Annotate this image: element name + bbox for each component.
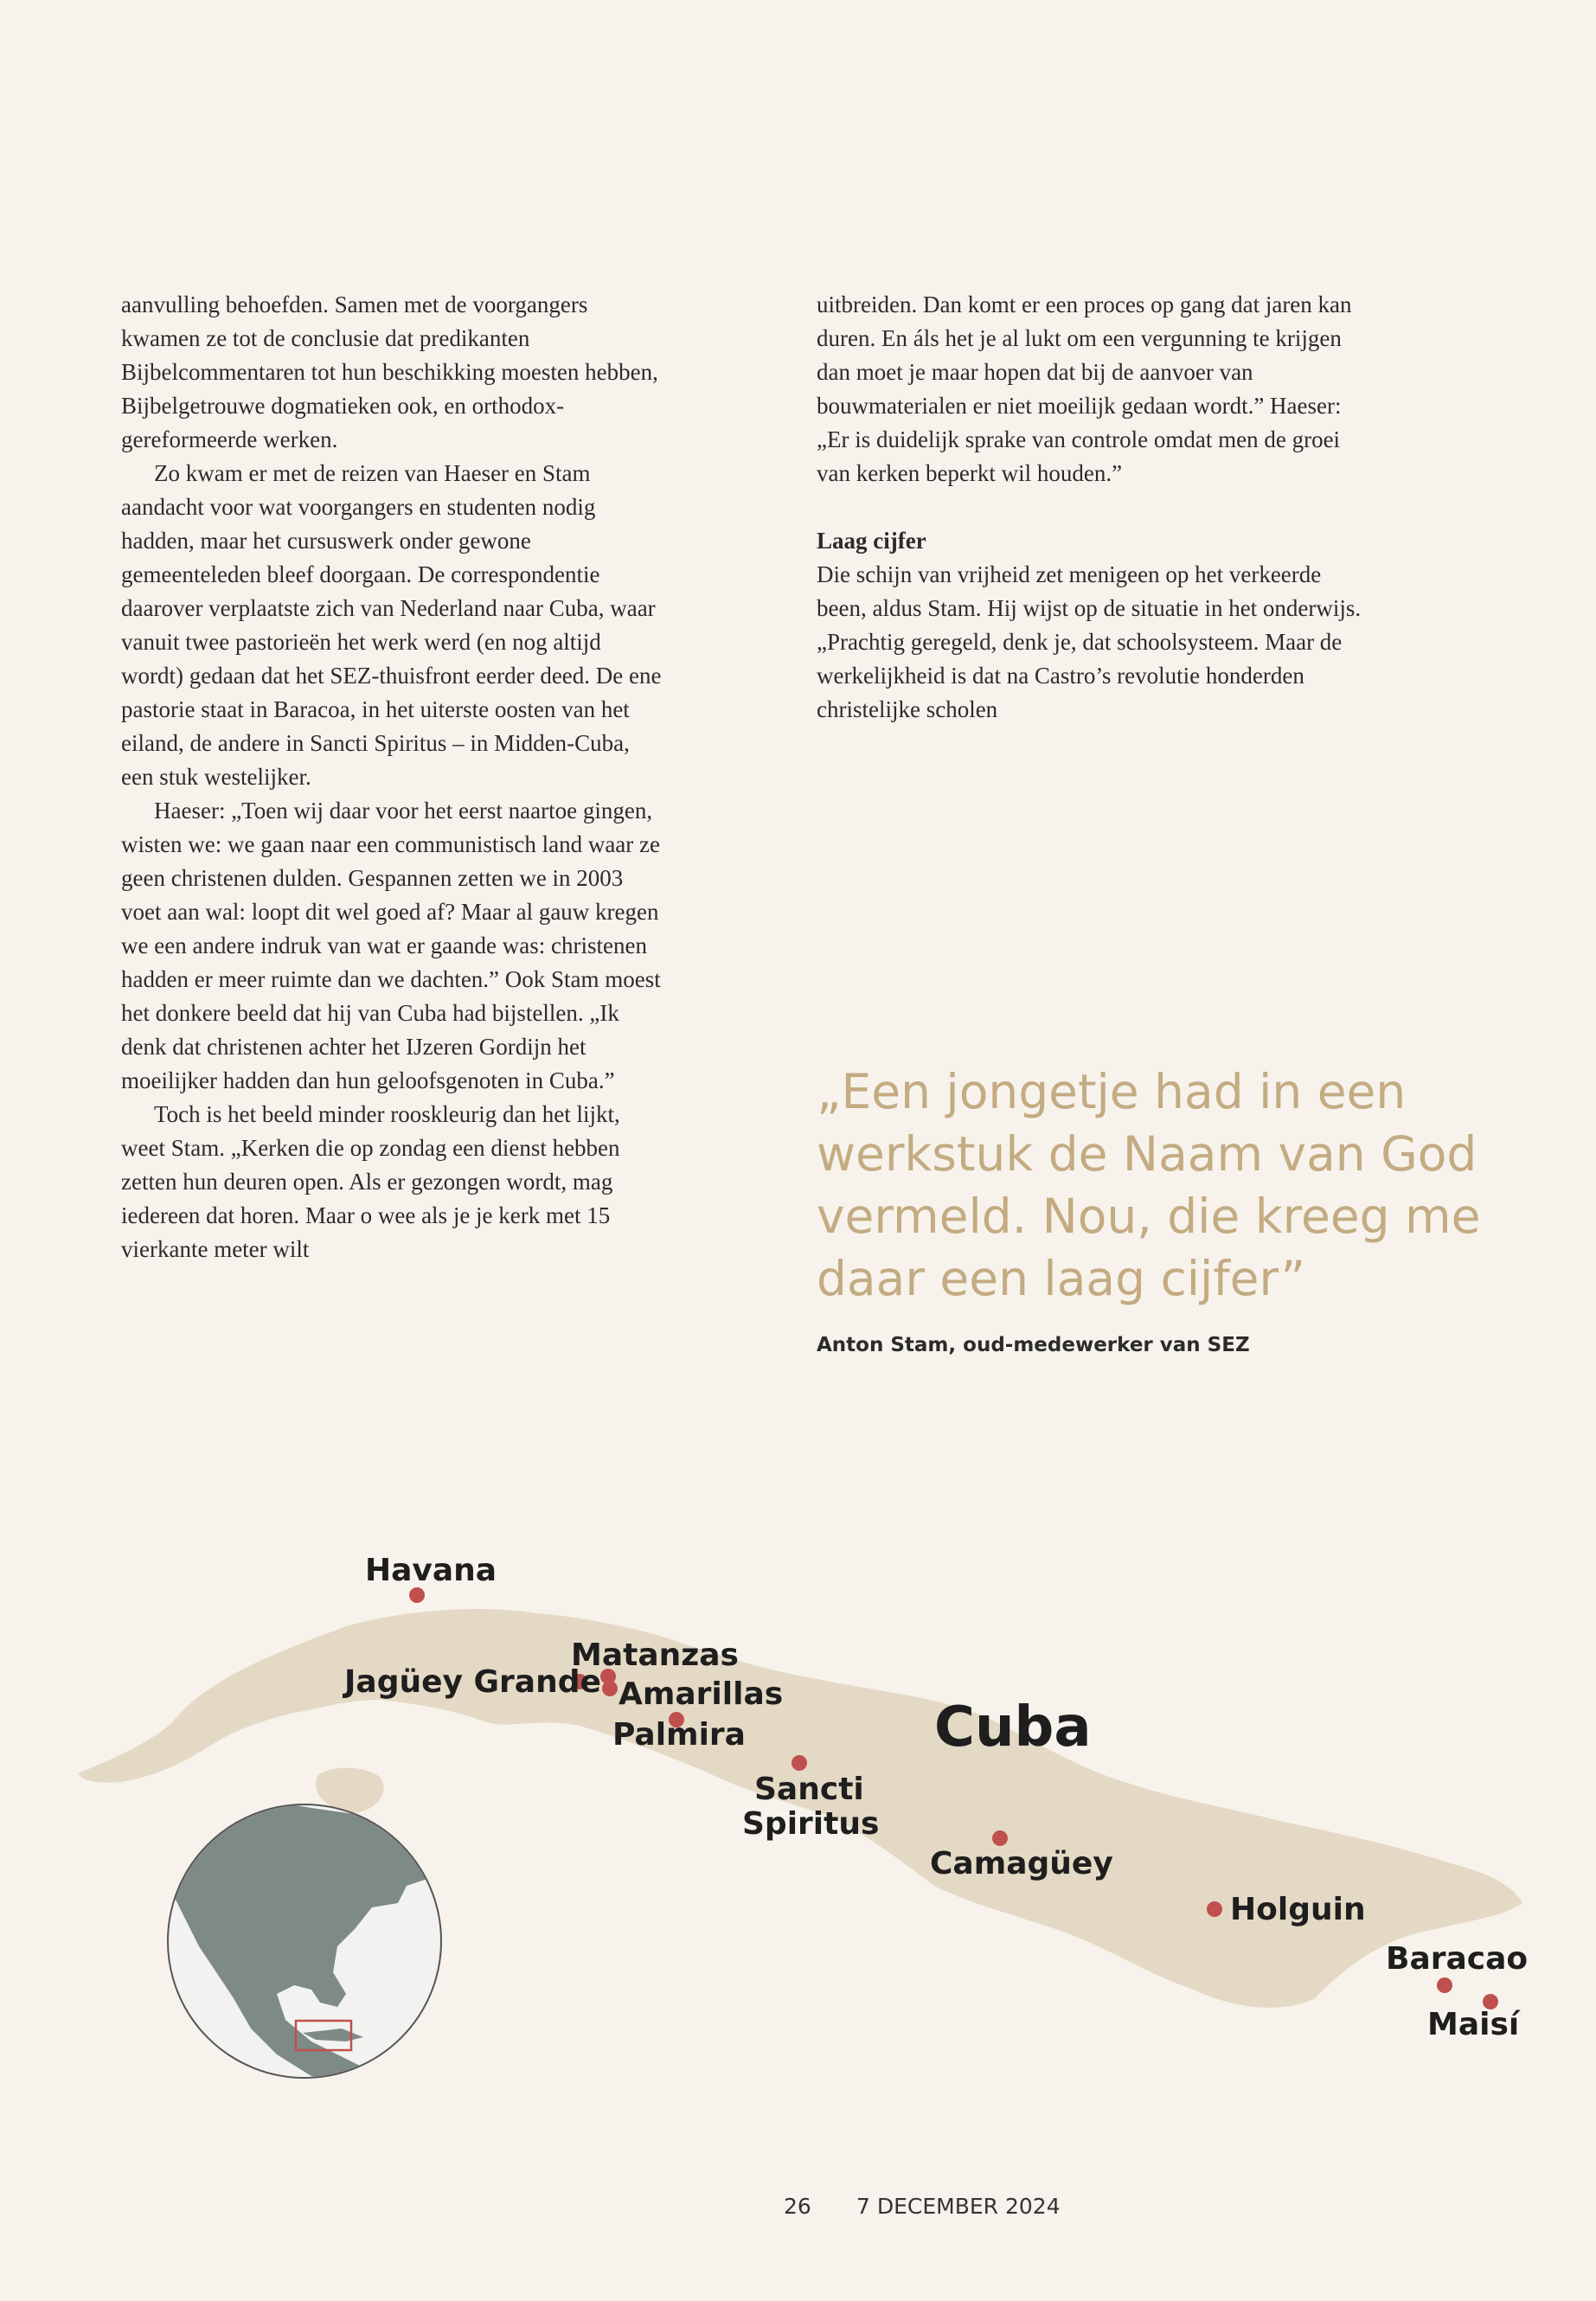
city-dot-sancti-spiritus [792, 1755, 807, 1771]
pull-quote: „Een jongetje had in een werkstuk de Naam van God vermeld. Nou, die kreeg me daar een laag cijfer” [817, 1064, 1481, 1306]
city-label-amarillas: Amarillas [619, 1676, 784, 1712]
globe-inset [160, 1799, 484, 2093]
city-dot-havana [409, 1587, 425, 1603]
pull-quote-attribution: Anton Stam, oud-medewerker van SEZ [817, 1334, 1250, 1356]
paragraph: aanvulling behoefden. Samen met de voorgangers kwamen ze tot de conclusie dat predikanten Bijbelcommentaren tot hun beschikking moesten hebben, Bijbelgetrouwe dogmatieken ook, en orthodox-gereformeerde werken. [121, 292, 658, 452]
paragraph: Toch is het beeld minder rooskleurig dan het lijkt, weet Stam. „Kerken die op zondag een dienst hebben zetten hun deuren open. Als er gezongen wordt, mag iedereen dat horen. Maar o wee als je je kerk met 15 vierkante meter wilt [121, 1101, 620, 1262]
city-label-spiritus: Spiritus [742, 1806, 880, 1842]
city-label-maisi: Maisí [1427, 2007, 1520, 2042]
paragraph: Zo kwam er met de reizen van Haeser en Stam aandacht voor wat voorgangers en studenten nodig hadden, maar het cursuswerk onder gewone gemeenteleden bleef doorgaan. De correspondentie daarover verplaatste zich van Nederland naar Cuba, waar vanuit twee pastorieën het werk werd (en nog altijd wordt) gedaan dat het SEZ-thuisfront eerder deed. De ene pastorie staat in Baracoa, in het uiterste oosten van het eiland, de andere in Sancti Spiritus – in Midden-Cuba, een stuk westelijker. [121, 460, 662, 790]
city-dot-amarillas [602, 1681, 618, 1696]
country-label-cuba: Cuba [934, 1695, 1092, 1759]
city-label-camaguey: Camagüey [930, 1846, 1113, 1881]
page-number: 26 [784, 2194, 811, 2219]
city-dot-camaguey [992, 1830, 1008, 1846]
article-column-left [121, 288, 668, 1266]
publication-date: 7 DECEMBER 2024 [856, 2194, 1061, 2219]
city-label-holguin: Holguin [1230, 1892, 1366, 1927]
city-label-matanzas: Matanzas [571, 1638, 739, 1673]
city-label-havana: Havana [365, 1553, 497, 1588]
paragraph: Die schijn van vrijheid zet menigeen op het verkeerde been, aldus Stam. Hij wijst op de situatie in het onderwijs. „Prachtig geregeld, denk je, dat schoolsysteem. Maar de werkelijkheid is dat na Castro’s revolutie honderden christelijke scholen [817, 561, 1362, 722]
article-column-right [817, 288, 1363, 727]
south-america-shape [363, 2076, 484, 2093]
city-label-palmira: Palmira [612, 1717, 746, 1753]
city-dot-baracao [1437, 1977, 1452, 1993]
cuba-map [0, 1522, 1596, 2093]
paragraph: Haeser: „Toen wij daar voor het eerst naartoe gingen, wisten we: we gaan naar een communistisch land waar ze geen christenen dulden. Gespannen zetten we in 2003 voet aan wal: loopt dit wel goed af? Maar al gauw kregen we een andere indruk van wat er gaande was: christenen hadden er meer ruimte dan we dachten.” Ook Stam moest het donkere beeld dat hij van Cuba had bijstellen. „Ik denk dat christenen achter het IJzeren Gordijn het moeilijker hadden dan hun geloofsgenoten in Cuba.” [121, 798, 661, 1093]
city-label-jaguey-grande: Jagüey Grande [344, 1664, 601, 1700]
greenland-shape [398, 1799, 467, 1843]
city-label-baracao: Baracao [1386, 1941, 1529, 1977]
subheading: Laag cijfer [817, 528, 926, 554]
city-dot-holguin [1207, 1901, 1222, 1917]
city-label-sancti: Sancti [754, 1772, 864, 1807]
paragraph: uitbreiden. Dan komt er een proces op gang dat jaren kan duren. En áls het je al lukt om een vergunning te krijgen dan moet je maar hopen dat bij de aanvoer van bouwmaterialen er niet moeilijk gedaan wordt.” Haeser: „Er is duidelijk sprake van controle omdat men de groei van kerken beperkt wil houden.” [817, 292, 1352, 486]
